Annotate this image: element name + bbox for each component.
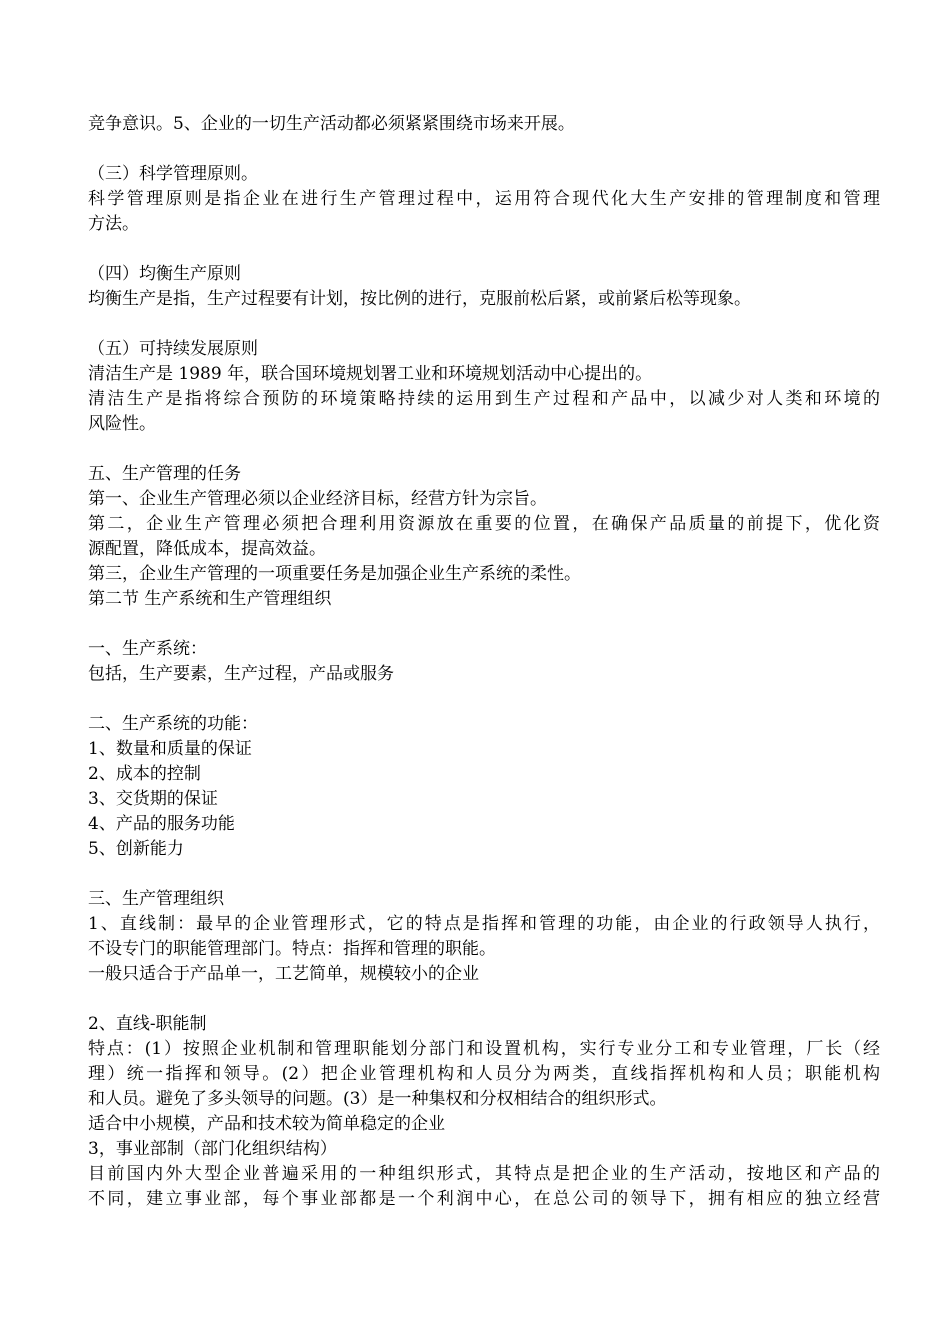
text-line: 均衡生产是指，生产过程要有计划，按比例的进行，克服前松后紧，或前紧后松等现象。 bbox=[88, 289, 751, 309]
text-line: 3，事业部制（部门化组织结构） bbox=[88, 1139, 337, 1159]
text-line: 包括，生产要素，生产过程，产品或服务 bbox=[88, 664, 394, 684]
text-line: 第二，企业生产管理必须把合理利用资源放在重要的位置，在确保产品质量的前提下，优化资 bbox=[88, 514, 880, 534]
text-line: 理）统一指挥和领导。(2）把企业管理机构和人员分为两类，直线指挥机构和人员；职能机构 bbox=[88, 1064, 880, 1084]
paragraph-gap bbox=[88, 437, 880, 462]
text-line: 二、生产系统的功能： bbox=[88, 714, 258, 734]
text-line: 第二节 生产系统和生产管理组织 bbox=[88, 589, 332, 609]
text-line: 和人员。避免了多头领导的问题。(3）是一种集权和分权相结合的组织形式。 bbox=[88, 1089, 667, 1109]
paragraph-gap bbox=[88, 862, 880, 887]
text-line: 一、生产系统： bbox=[88, 639, 207, 659]
text-line: 4、产品的服务功能 bbox=[88, 814, 235, 834]
text-line: 5、创新能力 bbox=[88, 839, 184, 859]
text-line: 1、数量和质量的保证 bbox=[88, 739, 252, 759]
text-line: 3、交货期的保证 bbox=[88, 789, 218, 809]
text-line: 方法。 bbox=[88, 214, 139, 234]
text-line: 第三，企业生产管理的一项重要任务是加强企业生产系统的柔性。 bbox=[88, 564, 581, 584]
text-line: 五、生产管理的任务 bbox=[88, 464, 241, 484]
paragraph-gap bbox=[88, 237, 880, 262]
document-page bbox=[88, 112, 880, 1212]
text-line: 一般只适合于产品单一，工艺简单，规模较小的企业 bbox=[88, 964, 479, 984]
text-line: （四）均衡生产原则 bbox=[88, 264, 241, 284]
text-line: 2、成本的控制 bbox=[88, 764, 201, 784]
paragraph-gap bbox=[88, 137, 880, 162]
text-line: 第一、企业生产管理必须以企业经济目标，经营方针为宗旨。 bbox=[88, 489, 547, 509]
text-line: 竞争意识。5、企业的一切生产活动都必须紧紧围绕市场来开展。 bbox=[88, 114, 575, 134]
text-line: （三）科学管理原则。 bbox=[88, 164, 258, 184]
text-line: 适合中小规模，产品和技术较为简单稳定的企业 bbox=[88, 1114, 445, 1134]
text-line: 不同，建立事业部，每个事业部都是一个利润中心，在总公司的领导下，拥有相应的独立经营 bbox=[88, 1189, 880, 1209]
paragraph-gap bbox=[88, 312, 880, 337]
text-line: 源配置，降低成本，提高效益。 bbox=[88, 539, 326, 559]
text-line: 科学管理原则是指企业在进行生产管理过程中，运用符合现代化大生产安排的管理制度和管理 bbox=[88, 189, 880, 209]
text-line: 清洁生产是指将综合预防的环境策略持续的运用到生产过程和产品中，以减少对人类和环境的 bbox=[88, 389, 880, 409]
text-line: 目前国内外大型企业普遍采用的一种组织形式，其特点是把企业的生产活动，按地区和产品的 bbox=[88, 1164, 880, 1184]
text-line: 风险性。 bbox=[88, 414, 156, 434]
paragraph-gap bbox=[88, 612, 880, 637]
text-line: 1、直线制：最早的企业管理形式，它的特点是指挥和管理的功能，由企业的行政领导人执行， bbox=[88, 914, 880, 934]
text-line: 三、生产管理组织 bbox=[88, 889, 224, 909]
text-line: 特点：(1）按照企业机制和管理职能划分部门和设置机构，实行专业分工和专业管理，厂长（经 bbox=[88, 1039, 880, 1059]
paragraph-gap bbox=[88, 987, 880, 1012]
text-line: 不设专门的职能管理部门。特点：指挥和管理的职能。 bbox=[88, 939, 496, 959]
paragraph-gap bbox=[88, 687, 880, 712]
text-line: （五）可持续发展原则 bbox=[88, 339, 258, 359]
text-line: 2、直线-职能制 bbox=[88, 1014, 207, 1034]
text-line: 清洁生产是 1989 年，联合国环境规划署工业和环境规划活动中心提出的。 bbox=[88, 364, 653, 384]
